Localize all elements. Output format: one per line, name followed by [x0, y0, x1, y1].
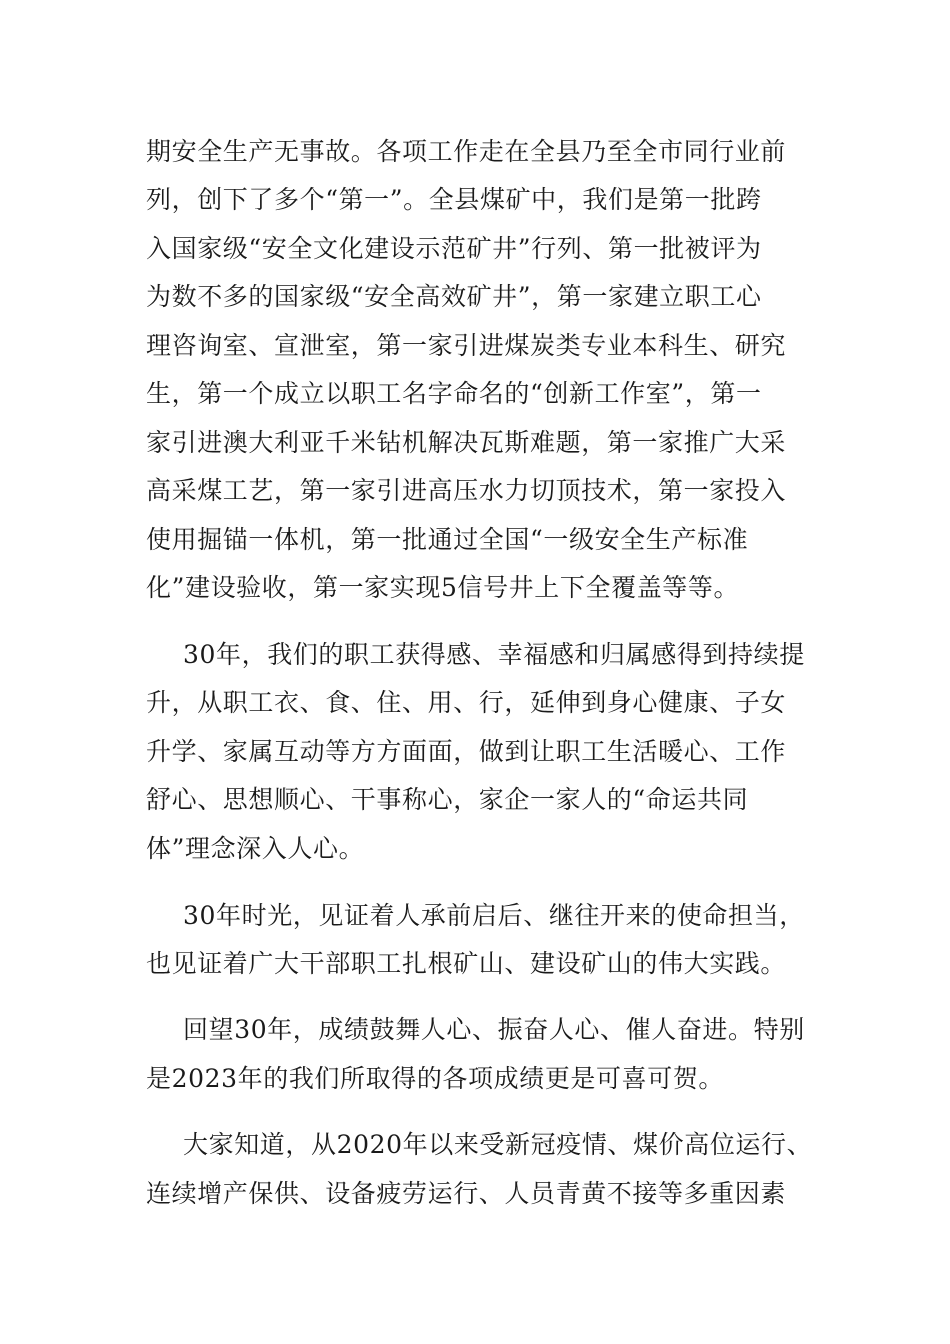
text-line: 升，从职工衣、食、住、用、行，延伸到身心健康、子女 — [146, 688, 787, 717]
text-line: 化”建设验收，第一家实现5信号井上下全覆盖等等。 — [146, 573, 740, 602]
text-line: 理咨询室、宣泄室，第一家引进煤炭类专业本科生、研究 — [146, 331, 787, 360]
text-line: 是2023年的我们所取得的各项成绩更是可喜可贺。 — [146, 1064, 725, 1093]
text-line: 大家知道，从2020年以来受新冠疫情、煤价高位运行、 — [183, 1130, 813, 1159]
text-line: 体”理念深入人心。 — [146, 834, 365, 863]
text-line: 列，创下了多个“第一”。全县煤矿中，我们是第一批跨 — [146, 185, 762, 214]
text-line: 入国家级“安全文化建设示范矿井”行列、第一批被评为 — [146, 234, 762, 263]
text-line: 家引进澳大利亚千米钻机解决瓦斯难题，第一家推广大采 — [146, 428, 787, 457]
text-line: 高采煤工艺，第一家引进高压水力切顶技术，第一家投入 — [146, 476, 787, 505]
text-line: 使用掘锚一体机，第一批通过全国“一级安全生产标准 — [146, 525, 749, 554]
text-line: 也见证着广大干部职工扎根矿山、建设矿山的伟大实践。 — [146, 949, 787, 978]
text-line: 30年，我们的职工获得感、幸福感和归属感得到持续提 — [183, 640, 805, 669]
text-line: 回望30年，成绩鼓舞人心、振奋人心、催人奋进。特别 — [183, 1015, 805, 1044]
text-line: 生，第一个成立以职工名字命名的“创新工作室”，第一 — [146, 379, 762, 408]
text-line: 升学、家属互动等方方面面，做到让职工生活暖心、工作 — [146, 737, 787, 766]
text-line: 舒心、思想顺心、干事称心，家企一家人的“命运共同 — [146, 785, 749, 814]
text-line: 30年时光，见证着人承前启后、继往开来的使命担当， — [183, 901, 805, 930]
text-line: 期安全生产无事故。各项工作走在全县乃至全市同行业前 — [146, 137, 787, 166]
text-line: 为数不多的国家级“安全高效矿井”，第一家建立职工心 — [146, 282, 762, 311]
text-line: 连续增产保供、设备疲劳运行、人员青黄不接等多重因素 — [146, 1179, 787, 1208]
